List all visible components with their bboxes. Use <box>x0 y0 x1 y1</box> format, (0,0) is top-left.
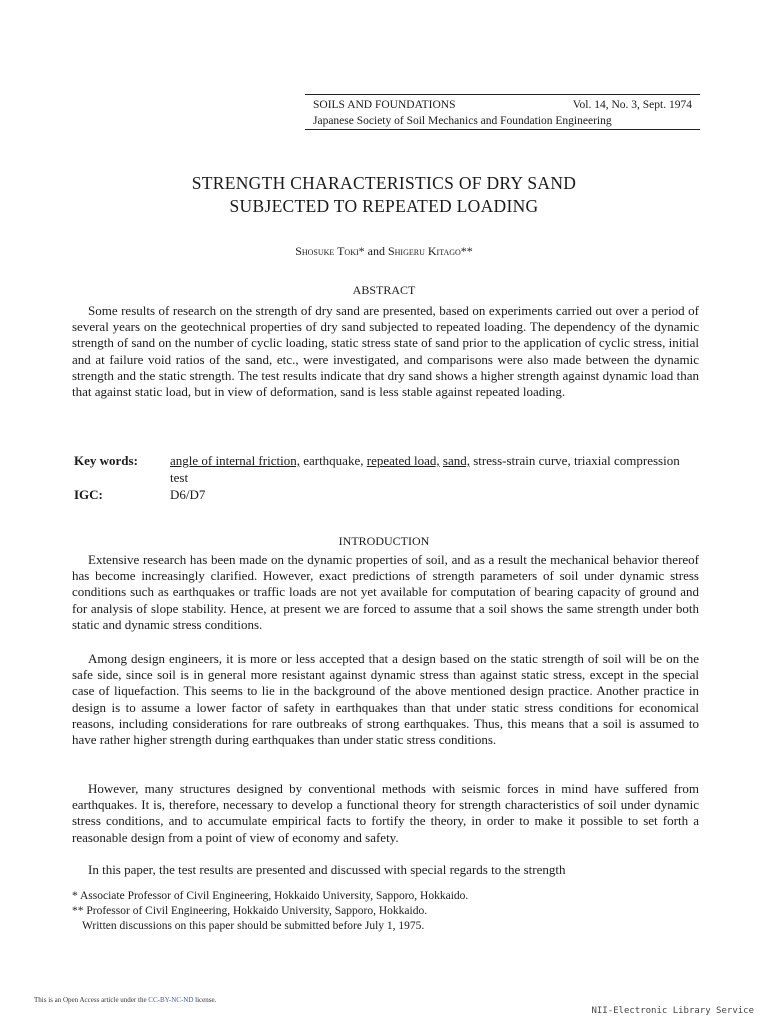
journal-name: SOILS AND FOUNDATIONS <box>313 99 456 111</box>
intro-paragraph-3 <box>72 781 699 846</box>
intro-p2-text: Among design engineers, it is more or less accepted that a design based on the static strength of soil will be on the safe side, since soil is in general more resistant against dynamic stress than against static stress, except in the special case of liquefaction. This seems to lie in the background of the above mentioned design practice. Another practice in design is to assume a lower factor of safety in earthquakes than that under static stress conditions for economical reasons, including considerations for rare outbreaks of strong earthquakes. Thus, this means that a soil is assumed to have rather higher strength during earthquakes than under static stress conditions. <box>72 651 699 748</box>
keywords-block <box>74 452 699 503</box>
footnote-1: * Associate Professor of Civil Engineering, Hokkaido University, Sapporo, Hokkaido. <box>72 890 469 902</box>
oa-suffix: license. <box>195 996 217 1004</box>
journal-society: Japanese Society of Soil Mechanics and Foundation Engineering <box>313 115 612 127</box>
abstract-text: Some results of research on the strength of dry sand are presented, based on experiments carried out over a period of several years on the geotechnical properties of dry sand subjected to repeated loading. The dependency of the dynamic strength of sand on the number of cyclic loading, static stress state of sand prior to the application of cyclic stress, initial and at failure void ratios of the sand, etc., were investigated, and comparisons were also made between the dynamic strength and the static strength. The test results indicate that dry sand shows a higher strength against dynamic load than that against static load, but in view of deformation, sand is less stable against repeated loading. <box>72 303 699 400</box>
journal-issue: Vol. 14, No. 3, Sept. 1974 <box>572 99 692 111</box>
author-1: Shosuke Toki* <box>295 244 365 258</box>
title-line-1: STRENGTH CHARACTERISTICS OF DRY SAND <box>191 173 577 193</box>
intro-p1-text: Extensive research has been made on the dynamic properties of soil, and as a result the mechanical behavior thereof has become increasingly clarified. However, exact predictions of strength parameters of soil under dynamic stress conditions such as earthquakes or traffic loads are not yet available for computation of bearing capacity of ground and for analysis of slope stability. Hence, at present we are forced to assume that a soil shows the same strength under both static and dynamic stress conditions. <box>72 552 699 632</box>
keyword-item: angle of internal friction, <box>170 453 300 468</box>
keyword-item: sand, <box>442 453 470 468</box>
journal-header <box>305 94 700 130</box>
keyword-item: repeated load, <box>366 453 440 468</box>
intro-paragraph-2 <box>72 651 699 748</box>
author-list <box>0 244 768 259</box>
journal-header-row <box>305 95 700 113</box>
intro-paragraph-1 <box>72 552 699 633</box>
keyword-item: stress-strain curve, <box>473 453 571 468</box>
author-conjunction: and <box>367 244 385 258</box>
keywords-list <box>170 452 699 486</box>
open-access-note <box>34 996 216 1004</box>
footnote-3: Written discussions on this paper should be submitted before July 1, 1975. <box>82 920 425 932</box>
keywords-row <box>74 452 699 486</box>
license-link[interactable]: CC-BY-NC-ND <box>148 996 194 1004</box>
footnote-2: ** Professor of Civil Engineering, Hokkaido University, Sapporo, Hokkaido. <box>72 905 428 917</box>
keyword-item: triaxial compression test <box>170 453 680 485</box>
igc-label: IGC: <box>74 487 103 502</box>
author-2: Shigeru Kitago** <box>387 244 473 258</box>
footnotes <box>72 889 702 934</box>
nii-watermark: NII-Electronic Library Service <box>591 1006 754 1016</box>
keywords-label: Key words: <box>74 453 138 468</box>
header-rule-bottom <box>305 129 700 130</box>
keyword-item: earthquake, <box>303 453 364 468</box>
abstract-heading: ABSTRACT <box>352 283 416 297</box>
oa-prefix: This is an Open Access article under the <box>34 996 147 1004</box>
paper-title <box>0 172 768 218</box>
title-line-2: SUBJECTED TO REPEATED LOADING <box>229 196 539 216</box>
intro-p4-text: In this paper, the test results are presented and discussed with special regards to the strength <box>88 862 566 877</box>
abstract-body <box>72 303 699 400</box>
intro-paragraph-4 <box>72 862 699 878</box>
intro-p3-text: However, many structures designed by conventional methods with seismic forces in mind have suffered from earthquakes. It is, therefore, necessary to develop a functional theory for strength characteristics of soil under dynamic stress conditions, and to accumulate empirical facts to fortify the theory, in order to make it possible to set forth a reasonable design from a point of view of economy and safety. <box>72 781 699 845</box>
igc-row <box>74 486 699 503</box>
igc-value: D6/D7 <box>170 487 206 502</box>
introduction-heading: INTRODUCTION <box>338 534 430 548</box>
